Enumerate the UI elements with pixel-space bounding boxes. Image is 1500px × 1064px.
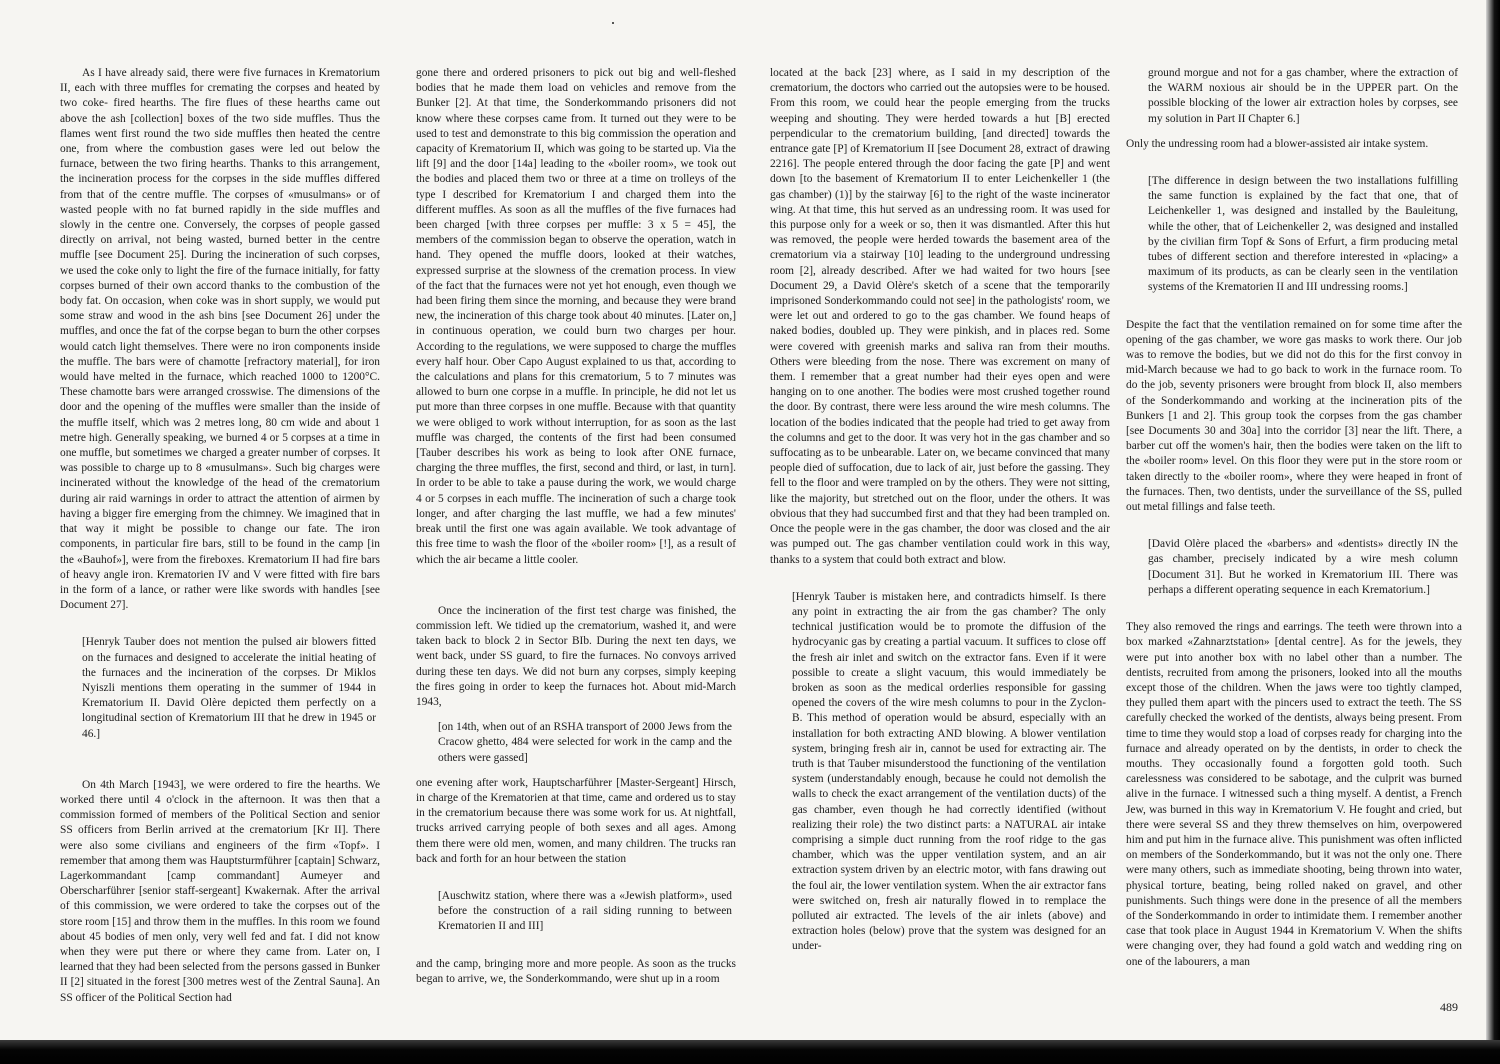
paragraph: located at the back [23] where, as I said in my description of the crematorium, the doctors who carried out the autopsies were to be housed. From this room, we could hear the people emerging from the trucks weeping and shouting. They were herded towards a hut [B] erected perpendicular to the crematorium building, [and directed] towards the entrance gate [P] of Krematorium II [see Document 28, extract of drawing 2216]. The people entered through the door facing the gate [P] and went down [to the basement of Krematorium II to enter Leichenkeller 1 (the gas chamber) (1)] by the stairway [6] to the right of the waste incinerator wing. At that time, this hut served as an undressing room. It was used for this purpose only for a week or so, then it was dismantled. After this hut was removed, the people were herded towards the basement area of the crematorium via a stairway [10] leading to the underground undressing room [2], already described. After we had waited for two hours [see Document 29, a David Olère's sketch of a scene that the temporarily imprisoned Sonderkommando could not see] in the pathologists' room, we were let out and ordered to go to the gas chamber. We found heaps of naked bodies, doubled up. They were pinkish, and in places red. Some were covered with greenish marks and saliva ran from their mouths. Others were bleeding from the nose. There was excrement on many of them. I remember that a great number had their eyes open and were hanging on to one another. The bodies were most crushed together round the door. By contrast, there were less around the wire mesh columns. The location of the bodies indicated that the people had tried to get away from the columns and get to the door. It was very hot in the gas chamber and so suffocating as to be unbearable. Later on, we became convinced that many people died of suffocation, due to lack of air, just before the gassing. They fell to the floor and were trampled on by the others. They were not sitting, like the majority, but stretched out on the floor, under the others. It was obvious that they had succumbed first and that they had been trampled on. Once the people were in the gas chamber, the door was closed and the air was pumped out. The gas chamber ventilation could work in this way, thanks to a system that could both extract and blow. <box>770 67 1110 566</box>
paragraph: and the camp, bringing more and more people. As soon as the trucks began to arrive, we, the Sonderkommando, were shut up in a room <box>416 957 736 985</box>
scan-speck <box>612 22 614 24</box>
scan-edge-shadow <box>1486 0 1500 1040</box>
column-4 <box>1126 66 1462 970</box>
paragraph: As I have already said, there were five furnaces in Krematorium II, each with three muffles for cremating the corpses and heated by two coke- fired hearths. The fire flues of these hearths came out above the ash [collection] boxes of the two side muffles. Thus the flames went first round the two side muffles then heated the centre one, from where the combustion gases were led out below the furnace, between the two firing hearths. Thanks to this arrangement, the incineration process for the corpses in the side muffles differed from that of the centre muffle. The corpses of «musulmans» or of wasted people with no fat burned rapidly in the side muffles and slowly in the centre one. Conversely, the corpses of people gassed directly on arrival, not being wasted, burned better in the centre muffle [see Document 25]. During the incineration of such corpses, we used the coke only to light the fire of the furnace initially, for fatty corpses burned of their own accord thanks to the combustion of the body fat. On occasion, when coke was in short supply, we would put some straw and wood in the ash bins [see Document 26] under the muffles, and once the fat of the corpse began to burn the other corpses would catch light themselves. There were no iron components inside the muffle. The bars were of chamotte [refractory material], for iron would have melted in the furnace, which reached 1000 to 1200°C. These chamotte bars were arranged crosswise. The dimensions of the door and the opening of the muffles were smaller than the inside of the muffle itself, which was 2 metres long, 80 cm wide and about 1 metre high. Generally speaking, we burned 4 or 5 corpses at a time in one muffle, but sometimes we charged a greater number of corpses. It was possible to charge up to 8 «musulmans». Such big charges were incinerated without the knowledge of the head of the crematorium during air raid warnings in order to attract the attention of airmen by having a bigger fire emerging from the chimney. We imagined that in that way it might be possible to change our fate. The iron components, in particular fire bars, still to be found in the camp [in the «Bauhof»], were from the fireboxes. Krematorium II had fire bars of heavy angle iron. Krematorien IV and V were fitted with fire bars in the form of a lance, or rather were like swords with handles [see Document 27]. <box>60 67 380 612</box>
column-1 <box>60 66 380 1006</box>
editor-note: [Henryk Tauber does not mention the pulsed air blowers fitted on the furnaces and designed to accelerate the initial heating of the furnaces and the incineration of the corpses. Dr Miklos Nyiszli mentions them operating in the summer of 1944 in Krematorium II. David Olère depicted them perfectly on a longitudinal section of Krematorium III that he drew in 1945 or 46.] <box>82 636 376 740</box>
editor-note: ground morgue and not for a gas chamber, where the extraction of the WARM noxious air should be in the UPPER part. On the possible blocking of the lower air extraction holes by corpses, see my solution in Part II Chapter 6.] <box>1148 67 1458 125</box>
editor-note: [The difference in design between the two installations fulfilling the same function is explained by the fact that one, that of Leichenkeller 1, was designed and installed by the Bauleitung, while the other, that of Leichenkeller 2, was designed and installed by the civilian firm Topf & Sons of Erfurt, a firm producing metal tubes of different section and therefore interested in «placing» a maximum of its products, as can be clearly seen in the ventilation systems of the Krematorien II and III undressing rooms.] <box>1148 175 1458 294</box>
paragraph: one evening after work, Hauptscharführer [Master-Sergeant] Hirsch, in charge of the Krematorien at that time, came and ordered us to stay in the crematorium because there was some work for us. At nightfall, trucks arrived carrying people of both sexes and all ages. Among them there were old men, women, and many children. The trucks ran back and forth for an hour between the station <box>416 776 736 865</box>
paragraph: Once the incineration of the first test charge was finished, the commission left. We tidied up the crematorium, washed it, and were taken back to block 2 in Sector BIb. During the next ten days, we went back, under SS guard, to fire the furnaces. No convoys arrived during these ten days. We did not burn any corpses, simply keeping the fires going in order to keep the furnaces hot. About mid-March 1943, <box>416 604 736 708</box>
editor-note: [on 14th, when out of an RSHA transport of 2000 Jews from the Cracow ghetto, 484 were selected for work in the camp and the others were gassed] <box>438 721 732 764</box>
column-3 <box>770 66 1110 955</box>
editor-note: [David Olère placed the «barbers» and «dentists» directly IN the gas chamber, precisely indicated by a wire mesh column [Document 31]. But he worked in Krematorium III. There was perhaps a different operating sequence in each Krematorium.] <box>1148 538 1458 596</box>
editor-note: [Henryk Tauber is mistaken here, and contradicts himself. Is there any point in extracting the air from the gas chamber? The only technical justification would be to promote the diffusion of the hydrocyanic gas by creating a partial vacuum. It suffices to close off the fresh air inlet and switch on the extractor fans. Even if it were possible to create a slight vacuum, this would immediately be broken as soon as the medical orderlies responsible for gassing opened the covers of the wire mesh columns to pour in the Zyclon-B. This method of operation would be absurd, especially with an installation for both extracting AND blowing. A blower ventilation system, bringing fresh air in, cannot be used for extracting air. The truth is that Tauber misunderstood the functioning of the ventilation system (understandably enough, because he could not demolish the walls to check the exact arrangement of the ventilation ducts) of the gas chamber, even though he had correctly identified (without realizing their role) the two distinct parts: a NATURAL air intake comprising a simple duct running from the roof ridge to the gas chamber, which was the upper ventilation system, and an air extraction system driven by an electric motor, with fans drawing out the foul air, the lower ventilation system. When the air extractor fans were switched on, fresh air naturally flowed in to remplace the polluted air extracted. The levels of the air inlets (above) and extraction holes (below) prove that the system was designed for an under- <box>792 590 1106 953</box>
paragraph: gone there and ordered prisoners to pick out big and well-fleshed bodies that he made them load on vehicles and remove from the Bunker [2]. At that time, the Sonderkommando prisoners did not know where these corpses came from. It turned out they were to be used to test and demonstrate to this big commission the operation and capacity of Krematorium II, which was going to be started up. Via the lift [9] and the door [14a] leading to the «boiler room», we took out the bodies and placed them two or three at a time on trolleys of the type I described for Krematorium I and charged them into the different muffles. As soon as all the muffles of the five furnaces had been charged [with three corpses per muffle: 3 x 5 = 45], the members of the commission began to observe the operation, watch in hand. They opened the muffle doors, looked at their watches, expressed surprise at the slowness of the cremation process. In view of the fact that the furnaces were not yet hot enough, even though we had been firing them since the morning, and because they were brand new, the incineration of this charge took about 40 minutes. [Later on,] in continuous operation, we could burn two charges per hour. According to the regulations, we were supposed to charge the muffles every half hour. Ober Capo August explained to us that, according to the calculations and plans for this crematorium, 5 to 7 minutes was allowed to burn one corpse in a muffle. In principle, he did not let us put more than three corpses in one muffle. Because with that quantity we were obliged to work without interruption, for as soon as the last muffle was charged, the contents of the first had been consumed [Tauber describes his work as being to look after ONE furnace, charging the three muffles, the first, second and third, or last, in turn]. In order to be able to take a pause during the work, we would charge 4 or 5 corpses in each muffle. The incineration of such a charge took longer, and after charging the last muffle, we had a few minutes' break until the first one was again available. We took advantage of this free time to wash the floor of the «boiler room» [!], as a result of which the air became a little cooler. <box>416 67 736 566</box>
scan-bottom-bar <box>0 1040 1500 1064</box>
column-2 <box>416 66 736 987</box>
paragraph: Only the undressing room had a blower-assisted air intake system. <box>1126 137 1429 150</box>
editor-note: [Auschwitz station, where there was a «Jewish platform», used before the construction of a rail siding running to between Krematorien II and III] <box>438 889 732 933</box>
paragraph: They also removed the rings and earrings. The teeth were thrown into a box marked «Zahnarztstation» [dental centre]. As for the jewels, they were put into another box with no label other than a number. The dentists, recruited from among the prisoners, looked into all the mouths except those of the children. When the jaws were too tightly clamped, they pulled them apart with the pincers used to extract the teeth. The SS carefully checked the worked of the dentists, always being present. From time to time they would stop a load of corpses ready for charging into the furnace and already operated on by the dentists, in order to check the mouths. They occasionally found a forgotten gold tooth. Such carelessness was considered to be sabotage, and the culprit was burned alive in the furnace. I witnessed such a thing myself. A dentist, a French Jew, was burned in this way in Krematorium V. He fought and cried, but there were several SS and they threw themselves on him, overpowered him and put him in the furnace alive. This punishment was often inflicted on members of the Sonderkommando, but it was not the only one. There were many others, such as immediate shooting, being thrown into water, physical torture, beating, being rolled naked on gravel, and other punishments. Such things were done in the presence of all the members of the Sonderkommando in order to intimidate them. I remember another case that took place in August 1944 in Krematorium V. When the shifts were changing over, they had found a gold watch and wedding ring on one of the labourers, a man <box>1126 621 1462 968</box>
paragraph: Despite the fact that the ventilation remained on for some time after the opening of the gas chamber, we wore gas masks to work there. Our job was to remove the bodies, but we did not do this for the first convoy in mid-March because we had to go back to work in the furnace room. To do the job, seventy prisoners were brought from block II, also members of the Sonderkommando and working at the incineration pits of the Bunkers [1 and 2]. This group took the corpses from the gas chamber [see Documents 30 and 30a] into the corridor [3] near the lift. There, a barber cut off the women's hair, then the bodies were taken on the lift to the «boiler room» level. On this floor they were put in the store room or taken directly to the «boiler room», where they were heaped in front of the furnaces. Then, two dentists, under the surveillance of the SS, pulled out metal fillings and false teeth. <box>1126 318 1462 514</box>
paragraph: On 4th March [1943], we were ordered to fire the hearths. We worked there until 4 o'clock in the afternoon. It was then that a commission formed of members of the Political Section and senior SS officers from Berlin arrived at the crematorium [Kr II]. There were also some civilians and engineers of the firm «Topf». I remember that among them was Hauptsturmführer [captain] Schwarz, Lagerkommandant [camp commandant] Aumeyer and Oberscharführer [senior staff-sergeant] Kwakernak. After the arrival of this commission, we were ordered to take the corpses out of the store room [15] and throw them in the muffles. In this room we found about 45 bodies of men only, very well fed and fat. I did not know when they were put there or where they came from. Later on, I learned that they had been selected from the persons gassed in Bunker II [2] situated in the forest [300 metres west of the Zentral Sauna]. An SS officer of the Political Section had <box>60 778 380 1004</box>
page-number: 489 <box>1440 1000 1458 1014</box>
